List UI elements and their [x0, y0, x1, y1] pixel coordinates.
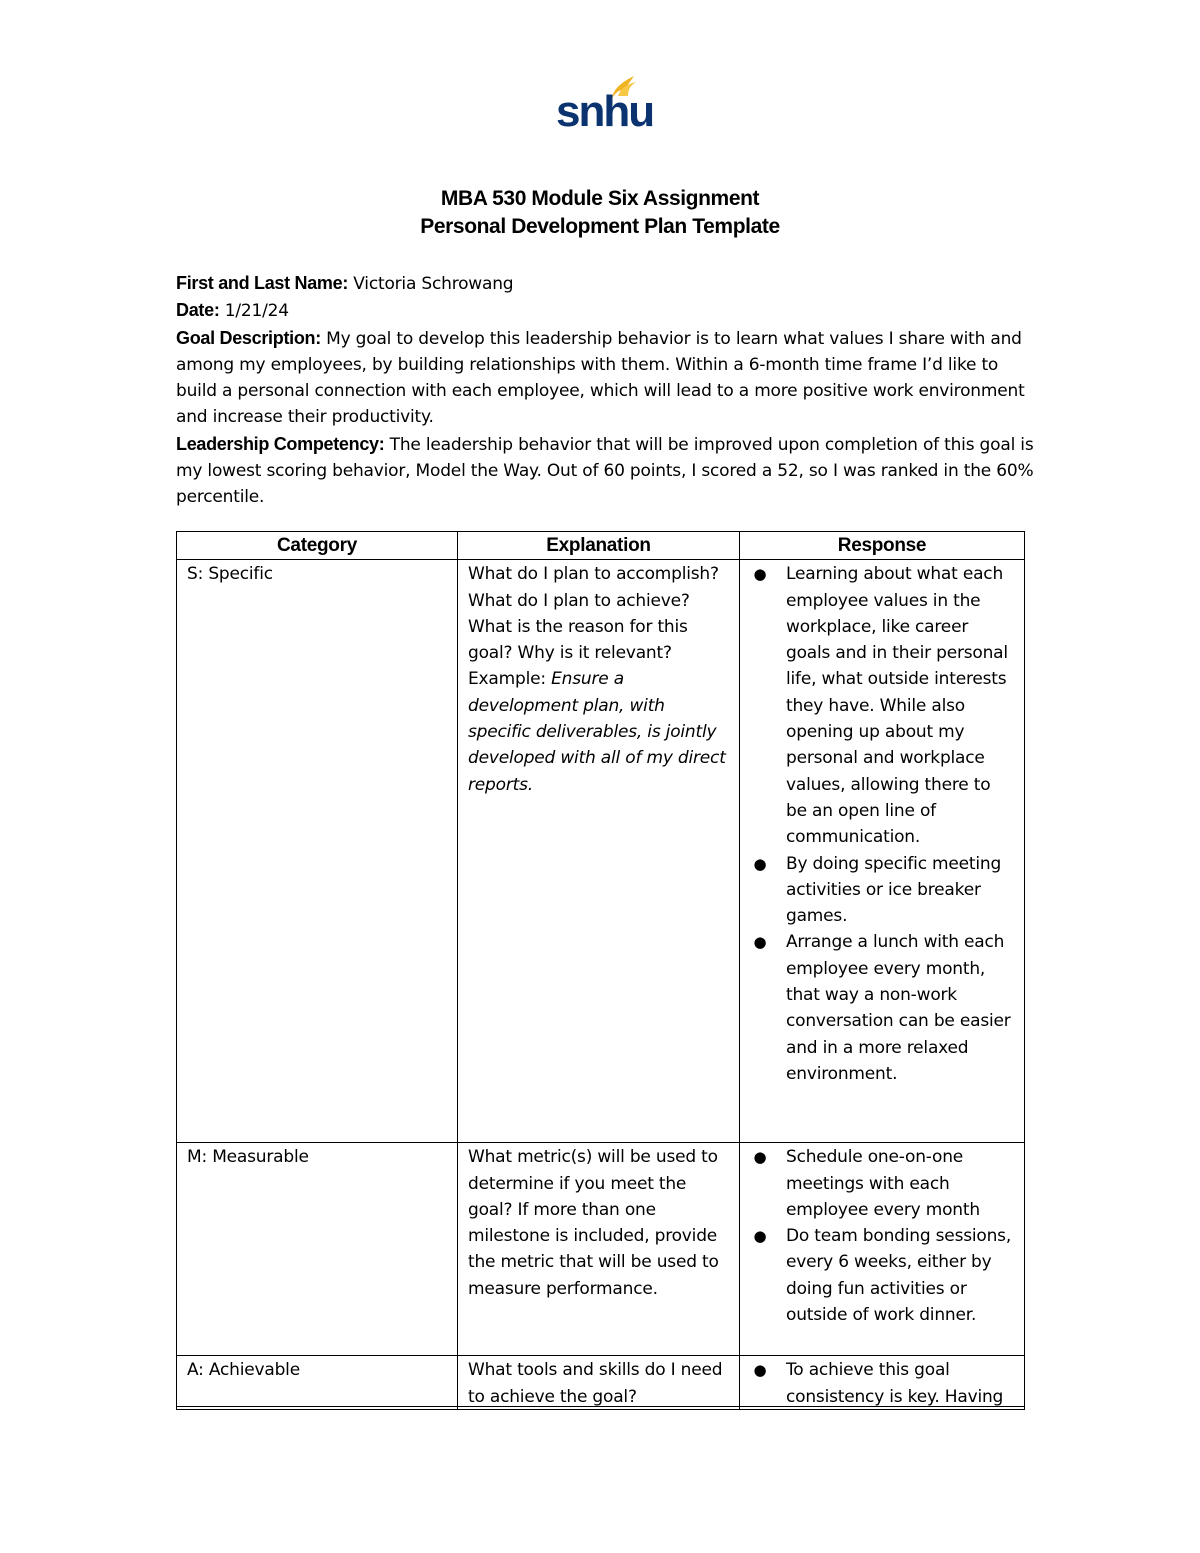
- list-item: ● Arrange a lunch with each employee every month, that way a non-work conversation can be easier and in a more relaxed environment.: [786, 929, 1014, 1087]
- title-line-2: Personal Development Plan Template: [420, 215, 780, 238]
- date-label: Date:: [176, 300, 220, 321]
- bullet-icon: ●: [753, 1227, 767, 1246]
- category-cell: A: Achievable: [177, 1356, 458, 1410]
- example-label: Example:: [468, 669, 552, 690]
- table-header-row: [177, 532, 1025, 560]
- bullet-icon: ●: [753, 854, 767, 873]
- table-row: [177, 1356, 1025, 1410]
- bullet-icon: ●: [753, 933, 767, 952]
- header-response: Response: [740, 532, 1025, 560]
- header-explanation: Explanation: [458, 532, 740, 560]
- example-text: [468, 666, 729, 797]
- response-cell: [740, 560, 1025, 1143]
- list-item: ● Do team bonding sessions, every 6 weeks, either by doing fun activities or outside of work dinner.: [786, 1223, 1014, 1328]
- response-cell: [740, 1356, 1025, 1410]
- list-item: ● Learning about what each employee values in the workplace, like career goals and in their personal life, what outside interests they have. While also opening up about my personal and workplace values, allowing there to be an open line of communication.: [786, 561, 1014, 850]
- name-line: [176, 270, 1036, 297]
- response-cell: [740, 1143, 1025, 1356]
- table-bottom-border: [176, 1406, 1024, 1407]
- bullet-icon: ●: [753, 1148, 767, 1167]
- name-label: First and Last Name:: [176, 273, 349, 293]
- info-section: [176, 270, 1036, 511]
- table-row: [177, 1143, 1025, 1356]
- competency-label: Leadership Competency:: [176, 433, 385, 454]
- explanation-cell: What tools and skills do I need to achieve the goal?: [458, 1356, 740, 1410]
- competency-value: The leadership behavior that will be improved upon completion of this goal is my lowest scoring behavior, Model the Way. Out of 60 points, I scored a 52, so I was ranked in the 60% percentile.: [176, 434, 1034, 508]
- date-value: 1/21/24: [219, 301, 289, 322]
- bullet-icon: ●: [753, 565, 767, 584]
- goal-line: [176, 325, 1036, 431]
- goal-value: My goal to develop this leadership behavior is to learn what values I share with and among my employees, by building relationships with them. Within a 6-month time frame I’d like to build a personal connection with each employee, which will lead to a more positive work environment and increase their productivity.: [176, 328, 1025, 428]
- competency-line: [176, 431, 1036, 511]
- title-line-1: MBA 530 Module Six Assignment: [440, 187, 760, 210]
- category-cell: M: Measurable: [177, 1143, 458, 1356]
- list-item: ● To achieve this goal consistency is key. Having: [786, 1357, 1014, 1409]
- explanation-cell: [458, 560, 740, 1143]
- header-category: Category: [177, 532, 458, 560]
- explanation-text: What do I plan to accomplish? What do I plan to achieve? What is the reason for this goal? Why is it relevant?: [468, 564, 719, 664]
- list-item: ● By doing specific meeting activities or ice breaker games.: [786, 851, 1014, 930]
- list-item: ● Schedule one-on-one meetings with each employee every month: [786, 1144, 1014, 1223]
- snhu-logo: [556, 72, 654, 136]
- document-title: [0, 185, 1200, 241]
- example-body: Ensure a development plan, with specific deliverables, is jointly developed with all of my direct reports.: [468, 669, 726, 795]
- goal-label: Goal Description:: [176, 327, 321, 348]
- explanation-cell: What metric(s) will be used to determine if you meet the goal? If more than one milestone is included, provide the metric that will be used to measure performance.: [458, 1143, 740, 1356]
- bullet-icon: ●: [753, 1361, 767, 1380]
- table-row: [177, 560, 1025, 1143]
- date-line: [176, 297, 1036, 324]
- category-cell: S: Specific: [177, 560, 458, 1143]
- name-value: Victoria Schrowang: [348, 274, 514, 294]
- smart-goal-table: [176, 531, 1025, 1410]
- logo-text: snhu: [556, 87, 654, 136]
